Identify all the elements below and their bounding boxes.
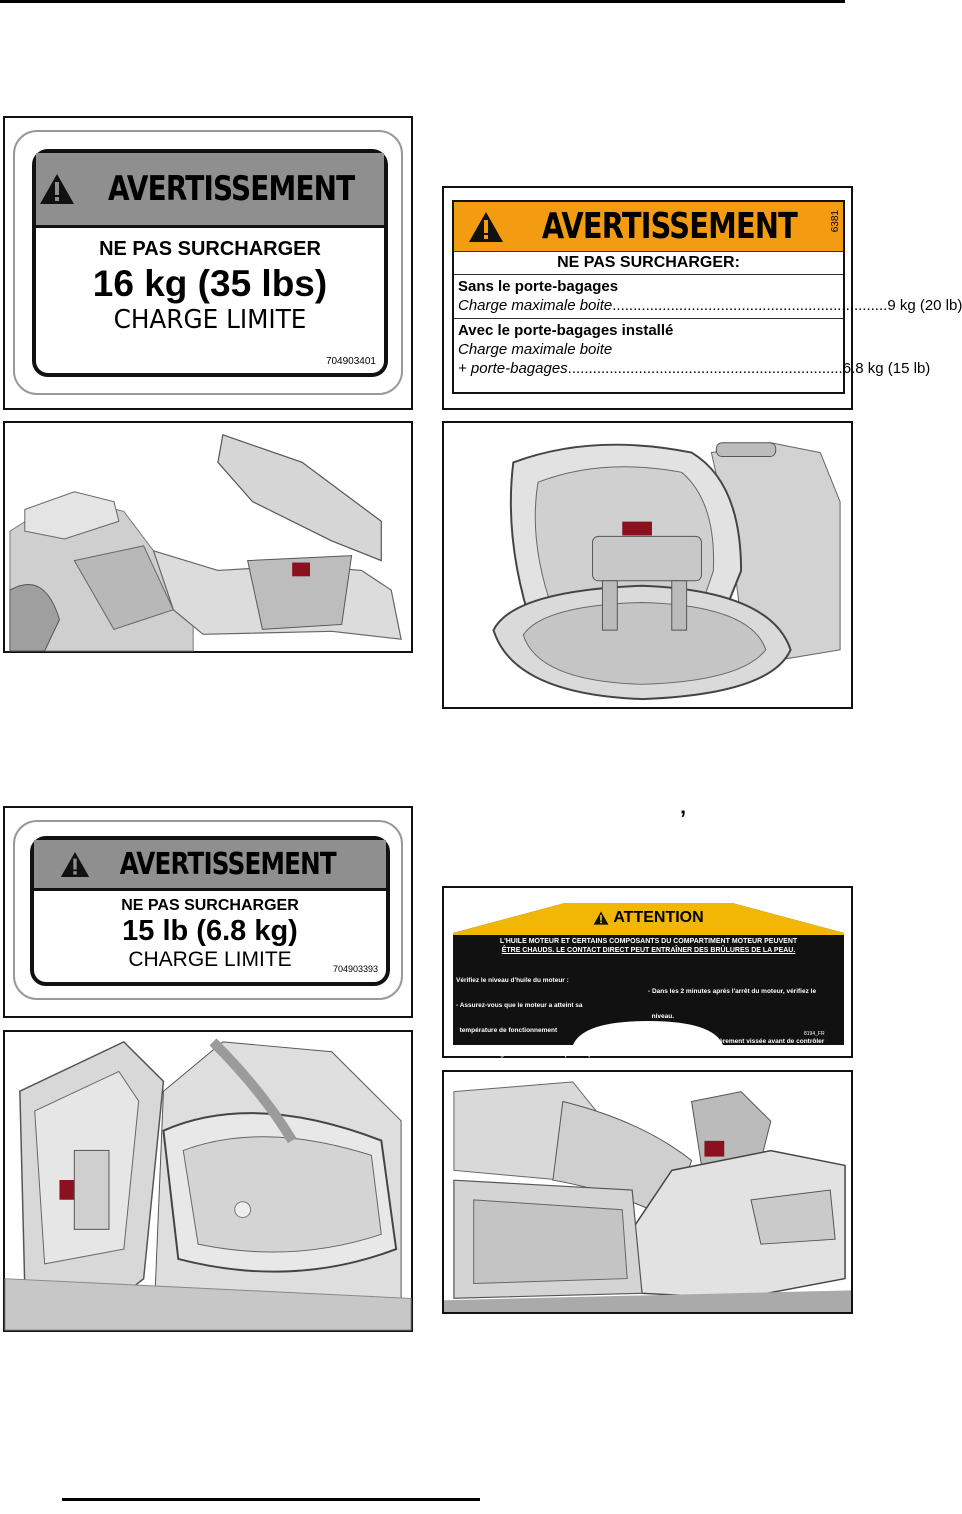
list-item: - La jauge doit être entièrement vissée avant de contrôler [648,1037,825,1045]
list-item: - Dans les 2 minutes après l'arrêt du moteur, vérifiez le [648,988,817,996]
decal-frame-3 [3,806,413,1018]
warning-decal-orange [452,200,962,394]
attention-header [453,903,844,933]
list-item: - Assurez-vous que le moteur a atteint sa [456,1002,583,1010]
list-item: Vérifiez le niveau d'huile du moteur : [456,977,569,985]
decal-header: AVERTISSEMENT [119,846,337,882]
list-item: niveau. [648,1013,675,1021]
section1-label: Charge maximale boite [458,297,613,314]
decal-title: NE PAS SURCHARGER: [454,252,843,275]
header-rule [0,0,845,3]
attention-title: ATTENTION [613,909,704,926]
decal-frame-2 [442,186,962,410]
warning-line-2: ÊTRE CHAUDS. LE CONTACT DIRECT PEUT ENTRAÎNER DES BRÛLURES DE LA PEAU. [501,947,796,954]
orange-header-band [454,202,843,252]
decal-line-2: 15 lb (6.8 kg) [122,915,298,947]
warning-triangle-icon [60,851,90,878]
section2-line-1: Charge maximale boite [458,341,613,358]
attention-warning [453,937,844,955]
warning-line-1: L'HUILE MOTEUR ET CERTAINS COMPOSANTS DU COMPARTIMENT MOTEUR PEUVENT [499,938,798,945]
photo-engine-compartment [442,1070,853,1314]
warning-triangle-icon [468,211,504,243]
section2-label: + porte-bagages [458,360,568,377]
decal-frame-4 [442,886,853,1070]
list-item: température de fonctionnement [456,1026,558,1034]
decal-code: 704903393 [332,964,378,974]
decal-line-3: CHARGE LIMITE [128,948,292,971]
decal-side-code: 6381 [830,210,841,233]
decal-line-1: NE PAS SURCHARGER [99,238,321,260]
warning-decal-16kg [32,149,388,377]
warning-triangle-icon [593,911,609,925]
decal-outline [13,130,403,395]
footer-rule [62,1498,480,1501]
decal-line-1: NE PAS SURCHARGER [121,897,299,914]
photo-storage-compartment-1 [3,421,413,653]
decal-header: AVERTISSEMENT [107,169,355,209]
section2-value: 6.8 kg (15 lb) [842,360,931,377]
decal-line-2: 16 kg (35 lbs) [92,263,328,304]
decal-header-band [36,153,384,228]
dot-leader: .................................................................. [612,297,888,314]
decal-header: AVERTISSEMENT [541,206,798,247]
dot-leader: .................................................................. [567,360,843,377]
photo-storage-compartment-2 [442,421,853,709]
list-item: - Consultez le guide de l'utilisateur pour la procédure. [456,1051,622,1059]
section1-value: 9 kg (20 lb) [887,297,962,314]
decal-code: 704903401 [325,356,376,367]
list-item: le niveau d'huile. [648,1062,704,1070]
stray-mark: ’ [680,806,687,831]
decal-line-3: CHARGE LIMITE [113,305,307,335]
photo-storage-compartment-3 [3,1030,413,1332]
decal-header-band [34,840,386,891]
warning-decal-15lb [30,836,390,986]
decal-frame-1 [3,116,413,410]
decal-code: 8194_FR [804,1031,825,1037]
warning-triangle-icon [39,173,75,205]
decal-outline [13,820,403,1000]
section1-title: Sans le porte-bagages [458,278,619,295]
section2-title: Avec le porte-bagages installé [458,322,674,339]
